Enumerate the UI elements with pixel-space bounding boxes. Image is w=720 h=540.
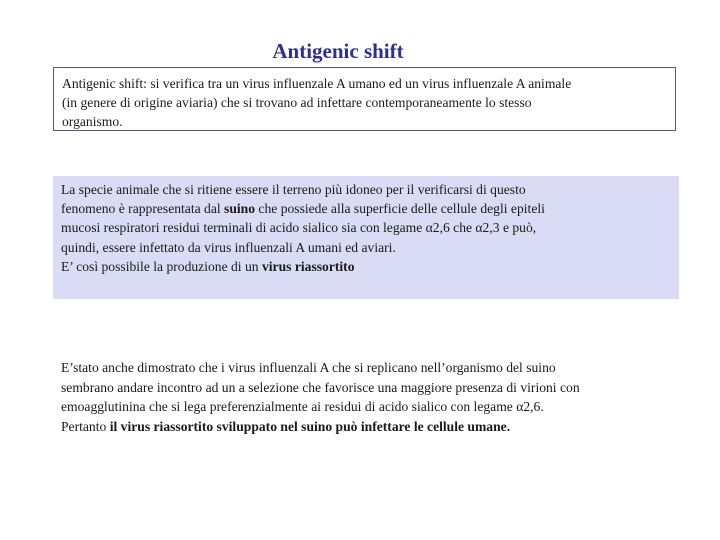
host-term-suino: suino [224,201,256,217]
host-text-segment: E’ così possibile la produzione di un [61,258,262,274]
selection-text-line [61,417,685,437]
definition-line: (in genere di origine aviaria) che si trovano ad infettare contemporaneamente lo stesso [62,95,532,111]
conclusion-statement: il virus riassortito sviluppato nel suino può infettare le cellule umane. [109,418,511,434]
page-title: Antigenic shift [272,39,404,63]
host-text-segment: che possiede alla superficie delle cellule degli epiteli [255,201,545,217]
selection-text-line: emoagglutinina che si lega preferenzialmente ai residui di acido sialico con legame α2,6. [61,399,544,415]
host-term-virus-riassortito: virus riassortito [261,258,355,274]
host-text-line: La specie animale che si ritiene essere il terreno più idoneo per il verificarsi di questo [61,182,526,197]
host-text-line: quindi, essere infettato da virus influenzali A umani ed aviari. [61,239,396,255]
selection-text-segment: Pertanto [61,418,110,434]
host-text-line [61,199,671,218]
selection-text-line: sembrano andare incontro ad un a selezione che favorisce una maggiore presenza di virioni con [61,379,580,395]
selection-text-line: E’stato anche dimostrato che i virus influenzali A che si replicano nell’organismo del suino [61,360,556,375]
definition-box [53,67,676,131]
host-text-line: mucosi respiratori residui terminali di acido sialico sia con legame α2,6 che α2,3 e può, [61,220,537,236]
definition-line: Antigenic shift: si verifica tra un virus influenzale A umano ed un virus influenzale A animale [62,76,572,91]
host-text-segment: fenomeno è rappresentata dal [61,201,225,217]
selection-explanation-box [53,358,693,436]
host-explanation-box [53,176,679,299]
host-text-line [61,257,671,276]
definition-line: organismo. [62,114,123,130]
